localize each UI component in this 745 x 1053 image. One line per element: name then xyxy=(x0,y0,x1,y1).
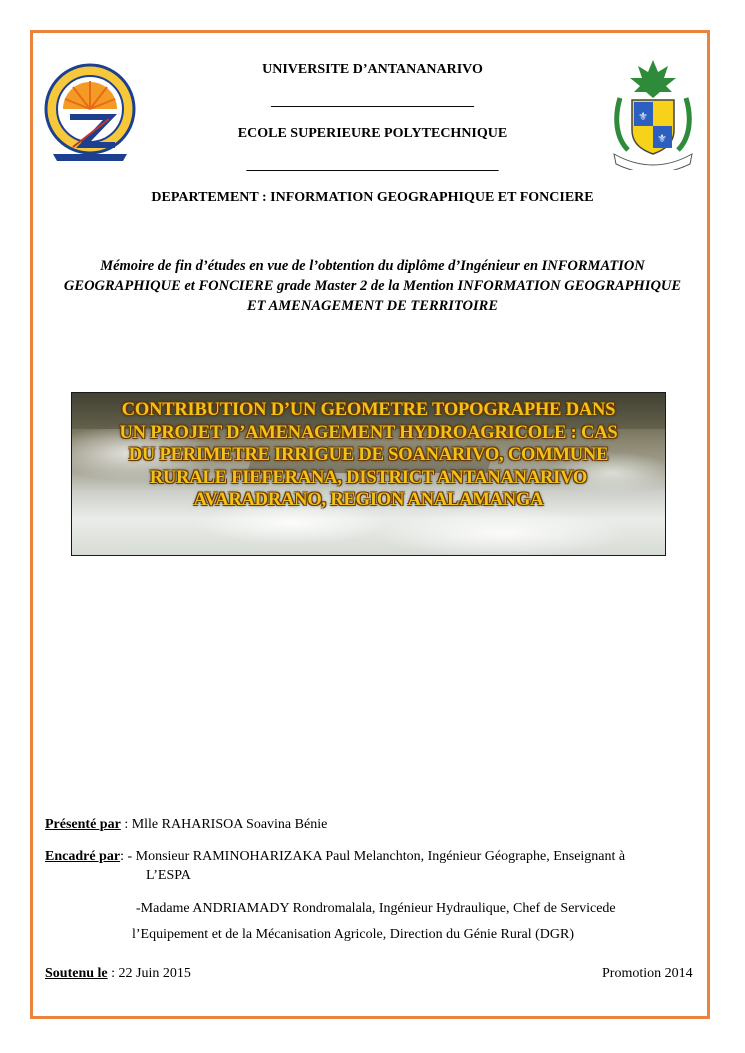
svg-text:⚜: ⚜ xyxy=(657,132,667,145)
header-rule-1: _____________________________ xyxy=(271,94,474,109)
university-name: UNIVERSITE D’ANTANANARIVO xyxy=(262,62,483,77)
thesis-title-line-1: CONTRIBUTION D’UN GEOMETRE TOPOGRAPHE DANS xyxy=(121,400,616,420)
supervised-by-label: Encadré par xyxy=(45,849,121,864)
defended-on-value: : 22 Juin 2015 xyxy=(107,966,191,981)
thesis-title-line-4: RURALE FIEFERANA, DISTRICT ANTANANARIVO xyxy=(149,467,588,488)
defended-on xyxy=(45,966,191,982)
memoire-statement xyxy=(30,256,715,316)
school-name: ECOLE SUPERIEURE POLYTECHNIQUE xyxy=(237,126,508,141)
defended-on-label: Soutenu le xyxy=(45,966,108,981)
title-banner xyxy=(71,392,666,556)
department-name: DEPARTEMENT : INFORMATION GEOGRAPHIQUE ET FONCIERE xyxy=(151,190,594,205)
memoire-line-3: ET AMENAGEMENT DE TERRITOIRE xyxy=(247,298,498,314)
memoire-line-2: GEOGRAPHIQUE et FONCIERE grade Master 2 de la Mention INFORMATION GEOGRAPHIQUE xyxy=(63,278,682,294)
thesis-title xyxy=(72,399,665,512)
header-rule-2: ____________________________________ xyxy=(246,158,499,173)
thesis-title-line-5: AVARADRANO, REGION ANALAMANGA xyxy=(193,490,544,510)
memoire-line-1: Mémoire de fin d’études en vue de l’obtention du diplôme d’Ingénieur en INFORMATION xyxy=(100,258,645,274)
supervisor-1-line-1: : - Monsieur RAMINOHARIZAKA Paul Melanchton, Ingénieur Géographe, Enseignant à xyxy=(120,849,626,864)
thesis-title-line-3: DU PERIMETRE IRRIGUE DE SOANARIVO, COMMUNE xyxy=(128,445,609,465)
supervisor-2-line-1: -Madame ANDRIAMADY Rondromalala, Ingénieur Hydraulique, Chef de Servicede xyxy=(136,901,616,916)
supervised-by xyxy=(45,849,625,865)
supervisor-1-line-2: L’ESPA xyxy=(146,868,191,883)
presented-by-label: Présenté par xyxy=(45,817,121,832)
supervisor-2-line-2: l’Equipement et de la Mécanisation Agricole, Direction du Génie Rural (DGR) xyxy=(132,927,575,942)
svg-text:⚜: ⚜ xyxy=(638,110,648,123)
promotion: Promotion 2014 xyxy=(602,966,693,981)
presented-by xyxy=(45,817,327,833)
presented-by-value: : Mlle RAHARISOA Soavina Bénie xyxy=(120,817,328,832)
thesis-title-line-2: UN PROJET D’AMENAGEMENT HYDROAGRICOLE : CAS xyxy=(119,422,618,443)
